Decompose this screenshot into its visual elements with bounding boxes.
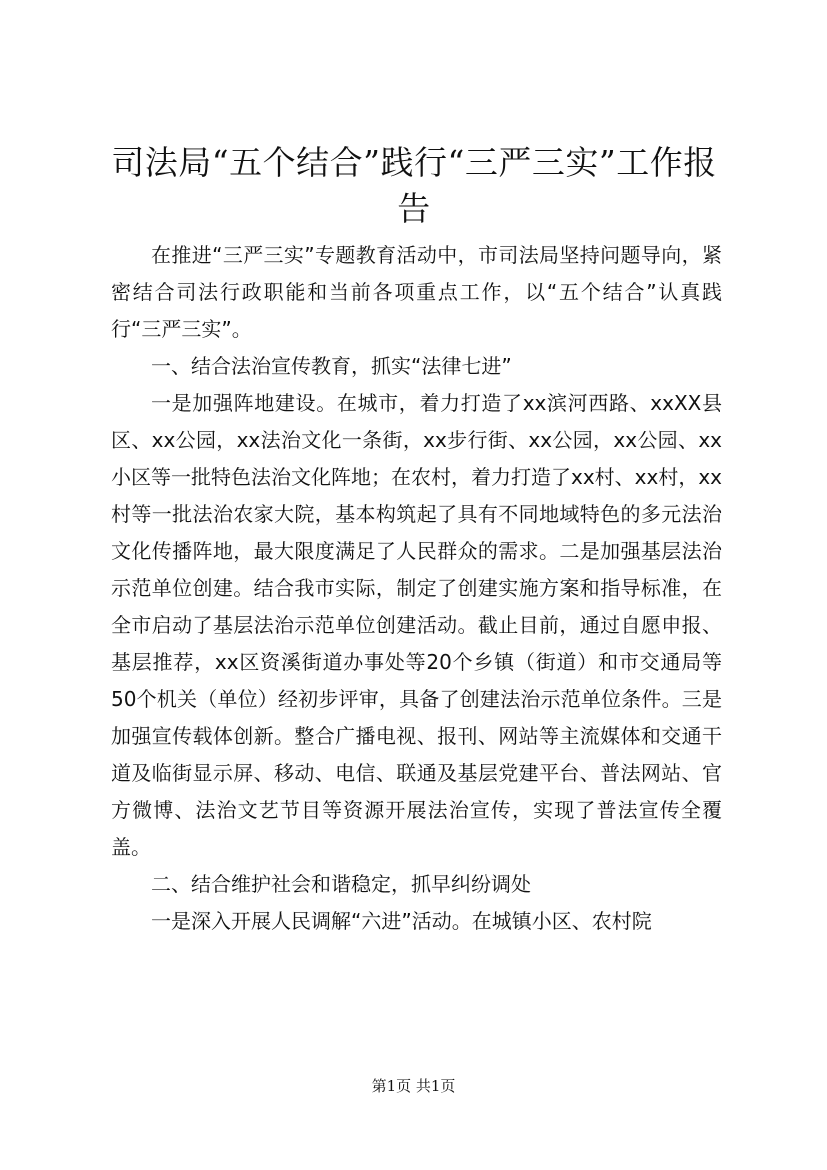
page-footer: 第1页 共1页 — [371, 1077, 456, 1095]
section-heading-2: 二、结合维护社会和谐稳定，抓早纠纷调处 — [151, 872, 531, 896]
section-heading-1: 一、结合法治宣传教育，抓实“法律七进” — [151, 354, 512, 378]
section-1-paragraph: 一是加强阵地建设。在城市，着力打造了xx滨河西路、xxXX县区、xx公园，xx法治文化一条街，xx步行街、xx公园，xx公园、xx小区等一批特色法治文化阵地；在农村，着力打造了xx村、xx村，xx村等一批法治农家大院，基本构筑起了具有不同地域特色的多元法治文化传播阵地，最大限度满足了人民群众的需求。二是加强基层法治示范单位创建。结合我市实际，制定了创建实施方案和指导标准，在全市启动了基层法治示范单位创建活动。截止目前，通过自愿申报、基层推荐，xx区资溪街道办事处等20个乡镇（街道）和市交通局等50个机关（单位）经初步评审，具备了创建法治示范单位条件。三是加强宣传载体创新。整合广播电视、报刊、网站等主流媒体和交通干道及临街显示屏、移动、电信、联通及基层党建平台、普法网站、官方微博、法治文艺节目等资源开展法治宣传，实现了普法宣传全覆盖。 — [111, 391, 723, 859]
document-body — [111, 237, 722, 940]
document-title: 司法局“五个结合”践行“三严三实”工作报告 — [111, 143, 717, 228]
section-2-paragraph: 一是深入开展人民调解“六进”活动。在城镇小区、农村院 — [151, 909, 652, 933]
intro-paragraph: 在推进“三严三实”专题教育活动中，市司法局坚持问题导向，紧密结合司法行政职能和当前各项重点工作，以“五个结合”认真践行“三严三实”。 — [111, 243, 722, 341]
